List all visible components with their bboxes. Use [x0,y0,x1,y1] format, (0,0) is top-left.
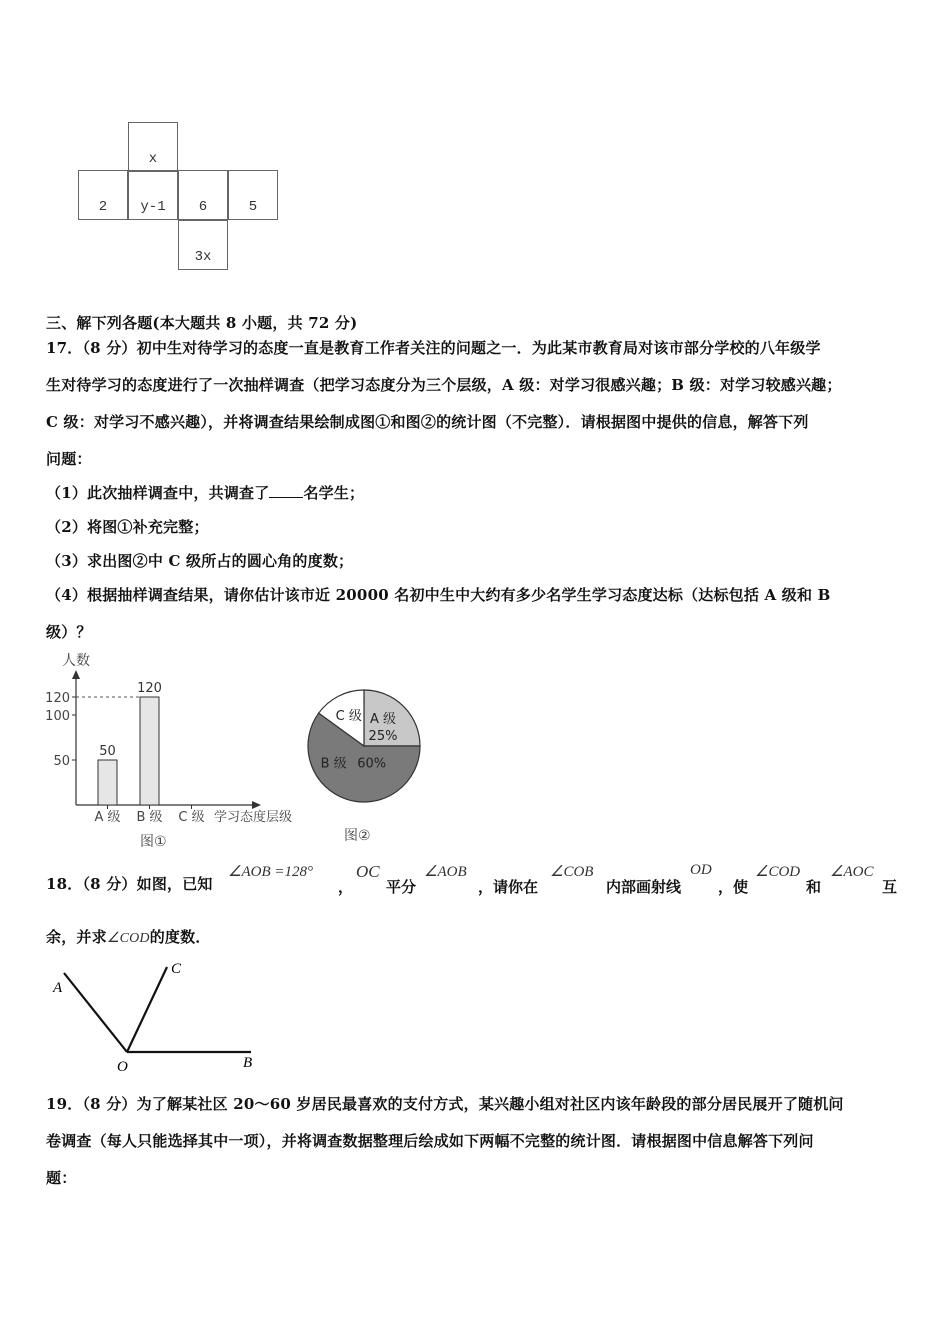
q18-math: OD [690,862,712,878]
ray-OA [64,973,127,1052]
q18-math: ∠AOB =128° [228,864,313,880]
q18-text: 的度数． [149,928,211,946]
q18-math: ∠AOC [830,864,874,880]
q18-text: 18．（8 分）如图，已知 [46,875,213,893]
x-category-label: A 级 [94,810,121,825]
q17-line: 生对待学习的态度进行了一次抽样调查（把学习态度分为三个层级，A 级：对学习很感兴趣；B 级：对学习较感兴趣； [46,376,842,394]
q17-sub4b: 级）？ [46,623,92,641]
q17-line: C 级：对学习不感兴趣），并将调查结果绘制成图①和图②的统计图（不完整）．请根据图中提供的信息，解答下列 [46,413,809,431]
y-tick-label: 50 [53,754,70,769]
bar-chart-title: 图① [140,834,167,850]
pie-slice-label: A 级 [369,711,397,727]
point-label-B: B [243,1055,253,1071]
q17-sub1-text2: 名学生； [303,484,365,502]
ray-OC [127,967,167,1052]
y-axis-arrow [72,670,80,679]
x-category-label: C 级 [178,810,205,825]
q18-text: 内部画射线 [606,878,682,896]
q17-line: 17．（8 分）初中生对待学习的态度一直是教育工作者关注的问题之一．为此某市教育局对该市部分学校的八年级学 [46,339,821,357]
q18-text: ，使 [718,878,749,896]
x-axis-arrow [252,801,261,809]
q17-sub3: （3）求出图②中 C 级所占的圆心角的度数； [46,552,354,570]
q17-sub2: （2）将图①补充完整； [46,518,209,536]
cube-label: y-1 [140,199,166,215]
q19-line: 卷调查（每人只能选择其中一项），并将调查数据整理后绘成如下两幅不完整的统计图．请根据图中信息解答下列问 [46,1132,814,1150]
q18-text: 互 [882,878,898,896]
bar-chart-ylabel: 人数 [62,653,90,669]
q18-text: ， [338,878,354,896]
point-label-A: A [53,980,63,996]
bar-chart [40,645,320,855]
pie-slice-pct-label: 60% [357,756,387,772]
q18-text: 平分 [386,878,417,896]
q18-math: OC [356,862,380,881]
point-label-C: C [171,961,182,977]
cube-cell [78,170,128,220]
pie-chart [300,680,440,850]
cube-label: 6 [198,199,208,215]
point-label-O: O [117,1059,128,1075]
cube-cell [128,170,178,220]
cube-label: 2 [98,199,108,215]
bar [98,760,117,805]
q18-math: ∠AOB [424,864,467,880]
q18-math: ∠COD [755,864,801,880]
angle-figure [45,955,275,1080]
q17-line: 问题： [46,450,92,468]
cube-cell [228,170,278,220]
cube-label: 5 [248,199,258,215]
y-tick-label: 100 [45,709,70,724]
bar-value-label: 50 [99,744,116,759]
q18-math: ∠COB [550,864,594,880]
cube-label: 3x [194,249,212,265]
q19-line: 19．（8 分）为了解某社区 20～60 岁居民最喜欢的支付方式，某兴趣小组对社区内该年龄段的部分居民展开了随机问 [46,1095,844,1113]
section-title: 三、解下列各题(本大题共 8 小题，共 72 分) [46,314,358,332]
q18-math: ∠COD [106,931,150,946]
pie-slice-pct-label: 25% [368,728,398,744]
pie-slice-label: B 级 [320,756,347,772]
q19-line: 题： [46,1169,77,1187]
cube-cell-top [128,122,178,172]
x-category-label: B 级 [136,810,163,825]
bar-chart-xlabel: 学习态度层级 [214,810,293,825]
q17-sub4: （4）根据抽样调查结果，请你估计该市近 20000 名初中生中大约有多少名学生学习态度达标（达标包括 A 级和 B [46,586,831,604]
y-tick-label: 120 [45,691,70,706]
q18-line1 [46,873,213,894]
pie-slice-label: C 级 [335,709,362,725]
q18-line2 [46,926,211,947]
bar [140,697,159,805]
q18-text: ，请你在 [478,878,539,896]
cube-cell [178,170,228,220]
q17-sub1-text: （1）此次抽样调查中，共调查了 [46,484,270,502]
q18-text: 余，并求 [46,928,107,946]
pie-chart-title: 图② [344,828,371,844]
bar-value-label: 120 [137,681,162,696]
answer-blank [269,485,303,498]
q18-text: 和 [806,878,822,896]
q17-sub1 [46,482,364,503]
cube-label: x [148,151,158,167]
cube-cell-bottom [178,220,228,270]
